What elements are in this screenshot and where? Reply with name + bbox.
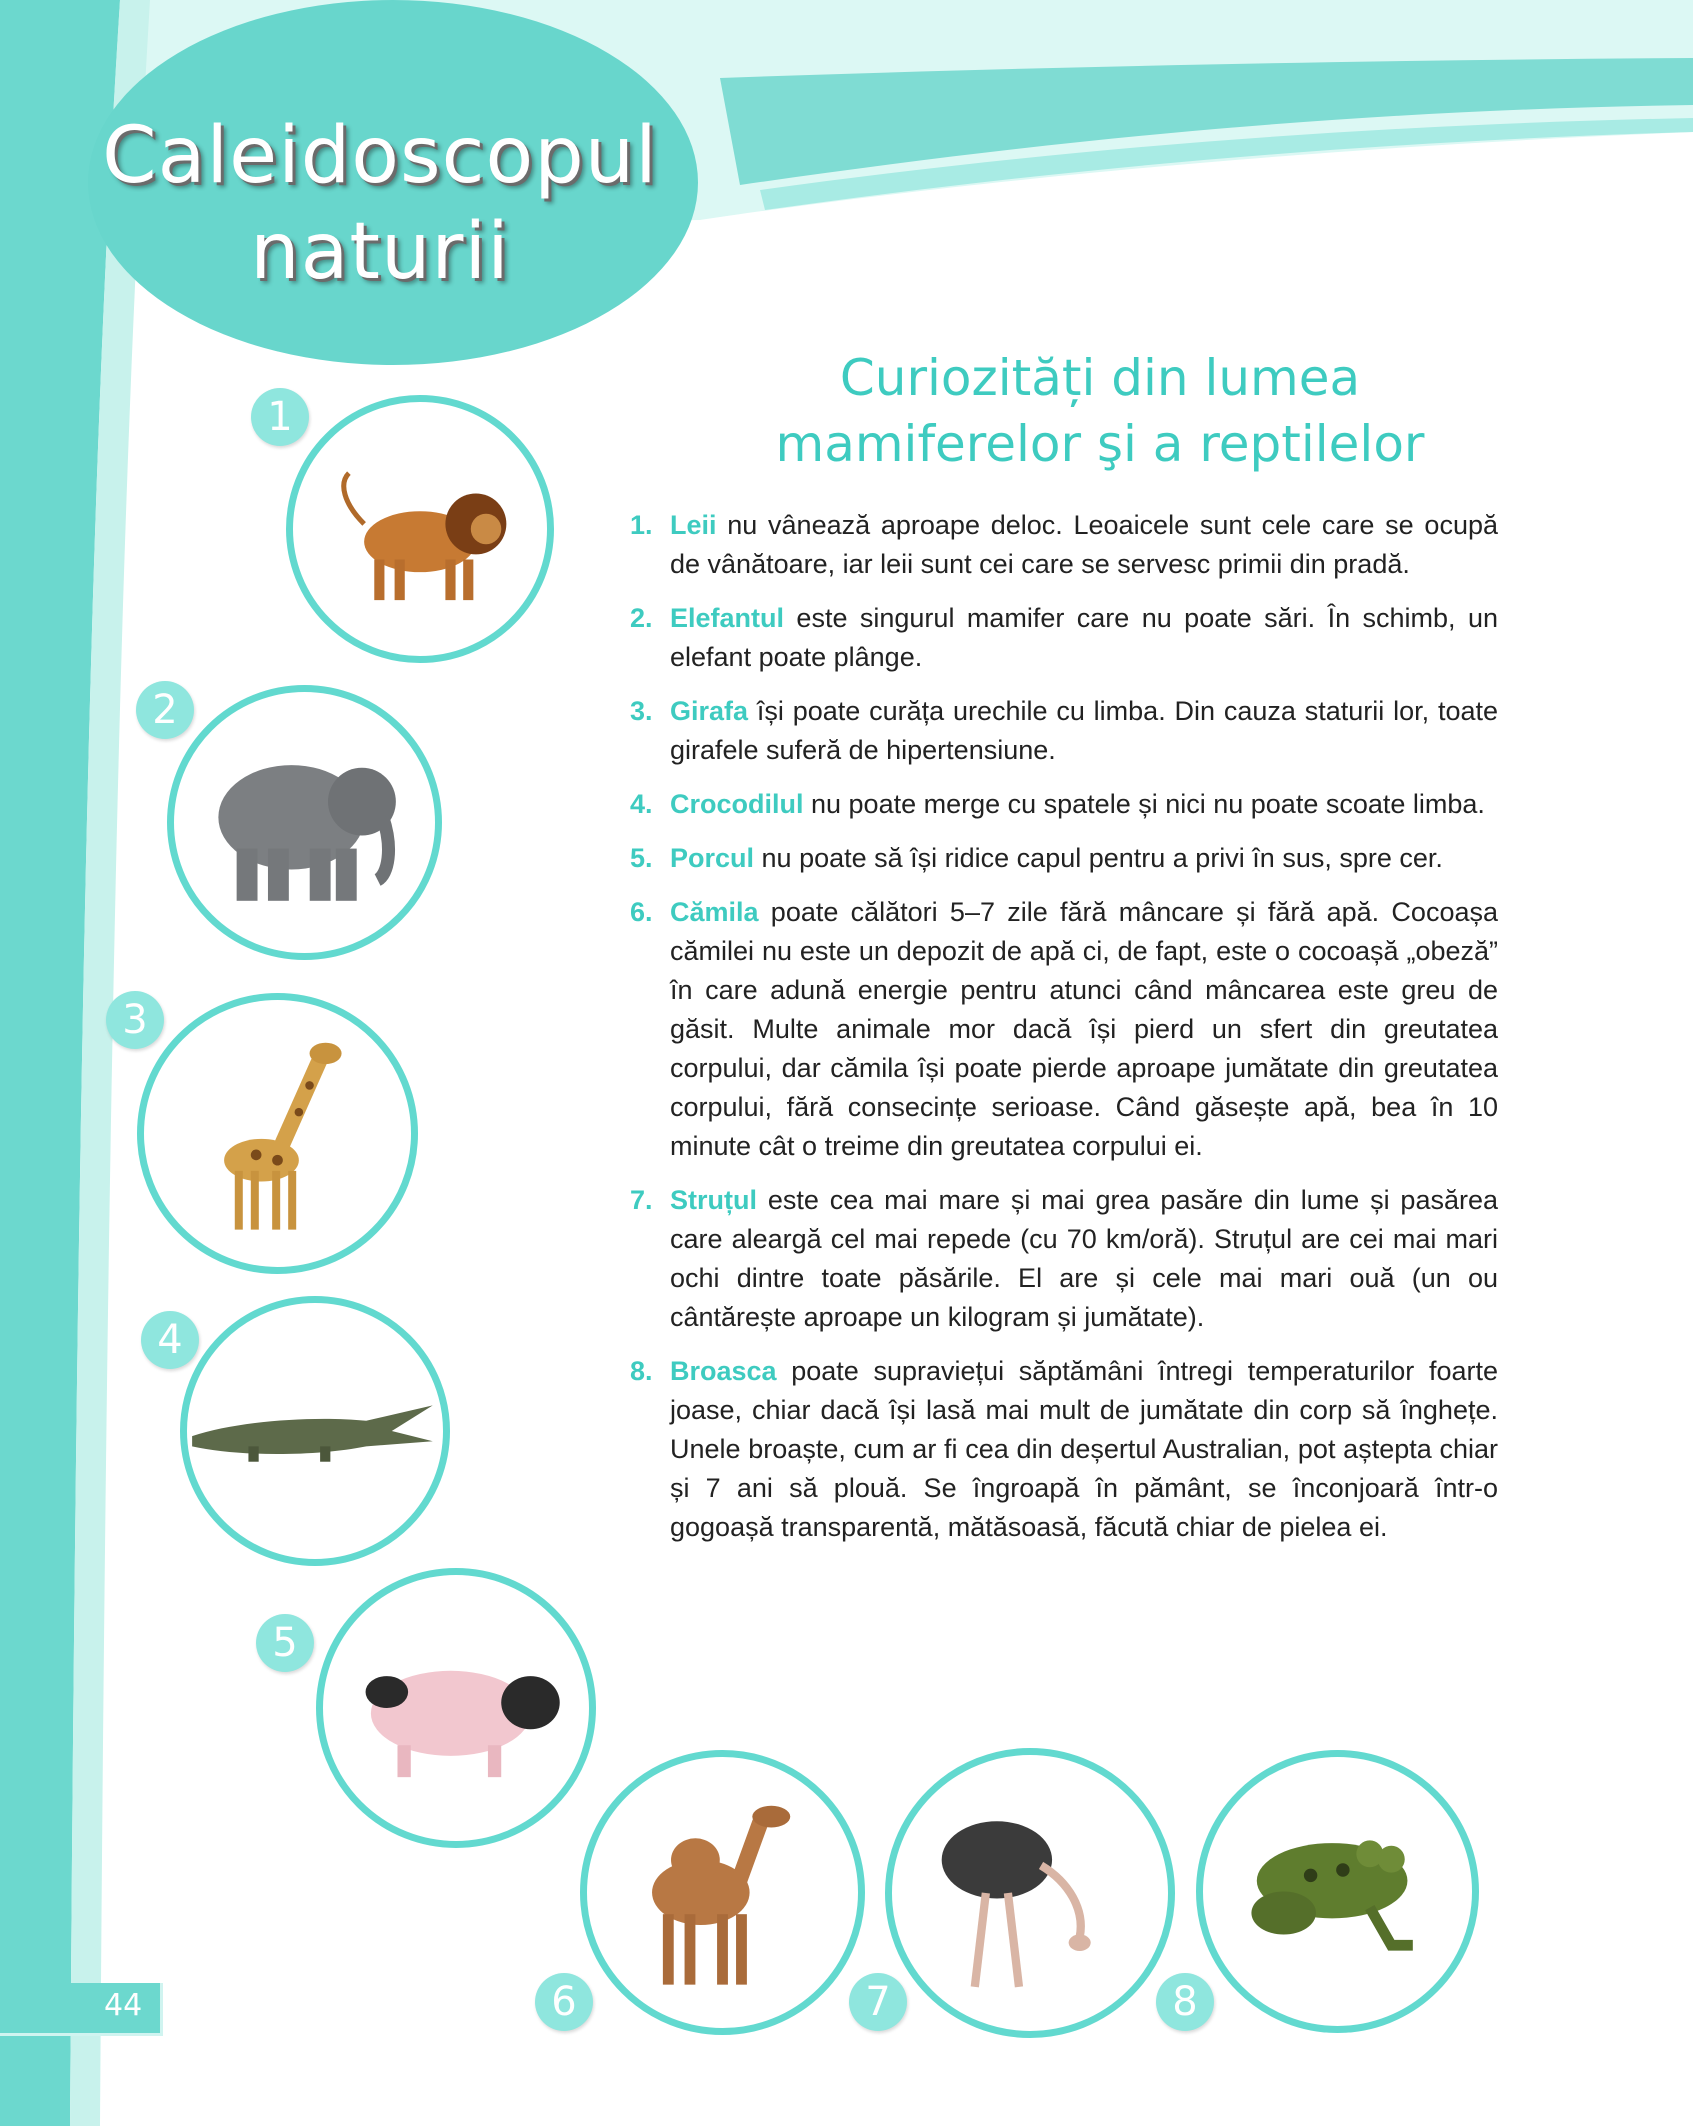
animal-circle-pig <box>316 1568 596 1848</box>
fact-keyword: Struțul <box>670 1185 757 1215</box>
fact-number: 2. <box>630 603 653 633</box>
fact-text: nu poate merge cu spatele și nici nu poate scoate limba. <box>803 789 1485 819</box>
fact-text: este cea mai mare și mai grea pasăre din lume și pasărea care aleargă cel mai repede (cu 70 km/oră). Struțul are cei mai mari ochi dintre toate păsările. El are și cele mai mari ouă (un ou cântărește aproape un kilogram și jumătate). <box>670 1185 1498 1332</box>
title-line-1: Caleidoscopul <box>102 111 658 201</box>
fact-keyword: Girafa <box>670 696 749 726</box>
circle-number-2: 2 <box>136 681 194 739</box>
circle-number-5: 5 <box>256 1614 314 1672</box>
circle-number-6: 6 <box>535 1973 593 2031</box>
crocodile-icon <box>187 1303 443 1559</box>
fact-item <box>630 1352 1498 1547</box>
circle-number-3: 3 <box>106 991 164 1049</box>
fact-keyword: Broasca <box>670 1356 777 1386</box>
fact-keyword: Leii <box>670 510 717 540</box>
fact-number: 8. <box>630 1356 653 1386</box>
fact-keyword: Cămila <box>670 897 759 927</box>
fact-keyword: Porcul <box>670 843 755 873</box>
circle-number-7: 7 <box>849 1973 907 2031</box>
animal-circle-elephant <box>167 685 442 960</box>
fact-number: 1. <box>630 510 653 540</box>
title-line-2: naturii <box>250 207 510 297</box>
fact-number: 6. <box>630 897 653 927</box>
heading-line-2: mamiferelor şi a reptilelor <box>775 415 1425 473</box>
fact-item <box>630 785 1498 824</box>
fact-keyword: Elefantul <box>670 603 785 633</box>
camel-icon <box>587 1757 858 2028</box>
pig-icon <box>323 1575 589 1841</box>
animal-circle-lion <box>286 395 554 663</box>
fact-number: 5. <box>630 843 653 873</box>
page-number: 44 <box>104 1988 143 2023</box>
fact-item <box>630 1181 1498 1337</box>
fact-keyword: Crocodilul <box>670 789 804 819</box>
animal-circle-frog <box>1196 1750 1479 2033</box>
fact-item <box>630 506 1498 584</box>
fact-item <box>630 893 1498 1166</box>
section-heading <box>700 345 1500 477</box>
fact-text: nu vânează aproape deloc. Leoaicele sunt cele care se ocupă de vânătoare, iar leii sunt cei care se servesc primii din pradă. <box>670 510 1498 579</box>
page-title <box>100 108 660 300</box>
fact-number: 3. <box>630 696 653 726</box>
animal-circle-giraffe <box>137 993 418 1274</box>
ostrich-icon <box>892 1755 1168 2031</box>
animal-circle-ostrich <box>885 1748 1175 2038</box>
heading-line-1: Curiozități din lumea <box>839 349 1361 407</box>
fact-text: nu poate să își ridice capul pentru a privi în sus, spre cer. <box>754 843 1443 873</box>
fact-text: poate supraviețui săptămâni întregi temperaturilor foarte joase, chiar dacă își lasă mai mult de jumătate din corp să înghețe. Unele broaște, cum ar fi cea din deșertul Australian, pot aștepta chiar și 7 ani să plouă. Se îngroapă în pământ, se înconjoară într-o gogoașă transparentă, mătăsoasă, făcută chiar de pielea ei. <box>670 1356 1498 1542</box>
fact-item <box>630 692 1498 770</box>
fact-text: își poate curăța urechile cu limba. Din cauza staturii lor, toate girafele suferă de hipertensiune. <box>670 696 1498 765</box>
circle-number-8: 8 <box>1156 1973 1214 2031</box>
fact-item <box>630 599 1498 677</box>
frog-icon <box>1203 1757 1472 2026</box>
circle-number-4: 4 <box>141 1311 199 1369</box>
giraffe-icon <box>144 1000 411 1267</box>
fact-item <box>630 839 1498 878</box>
fact-number: 4. <box>630 789 653 819</box>
elephant-icon <box>174 692 435 953</box>
animal-circle-crocodile <box>180 1296 450 1566</box>
animal-circle-camel <box>580 1750 865 2035</box>
fact-number: 7. <box>630 1185 653 1215</box>
fact-text: poate călători 5–7 zile fără mâncare și fără apă. Cocoașa cămilei nu este un depozit de apă ci, de fapt, este o cocoașă „obeză” în care adună energie pentru atunci când mâncarea este greu de găsit. Multe animale mor dacă își pierd un sfert din greutatea corpului, dar cămila își poate pierde aproape jumătate din greutatea corpului, fără consecințe serioase. Când găsește apă, bea în 10 minute cât o treime din greutatea corpului ei. <box>670 897 1498 1161</box>
facts-list <box>630 506 1498 1562</box>
fact-text: este singurul mamifer care nu poate sări. În schimb, un elefant poate plânge. <box>670 603 1498 672</box>
lion-icon <box>293 402 547 656</box>
circle-number-1: 1 <box>251 388 309 446</box>
